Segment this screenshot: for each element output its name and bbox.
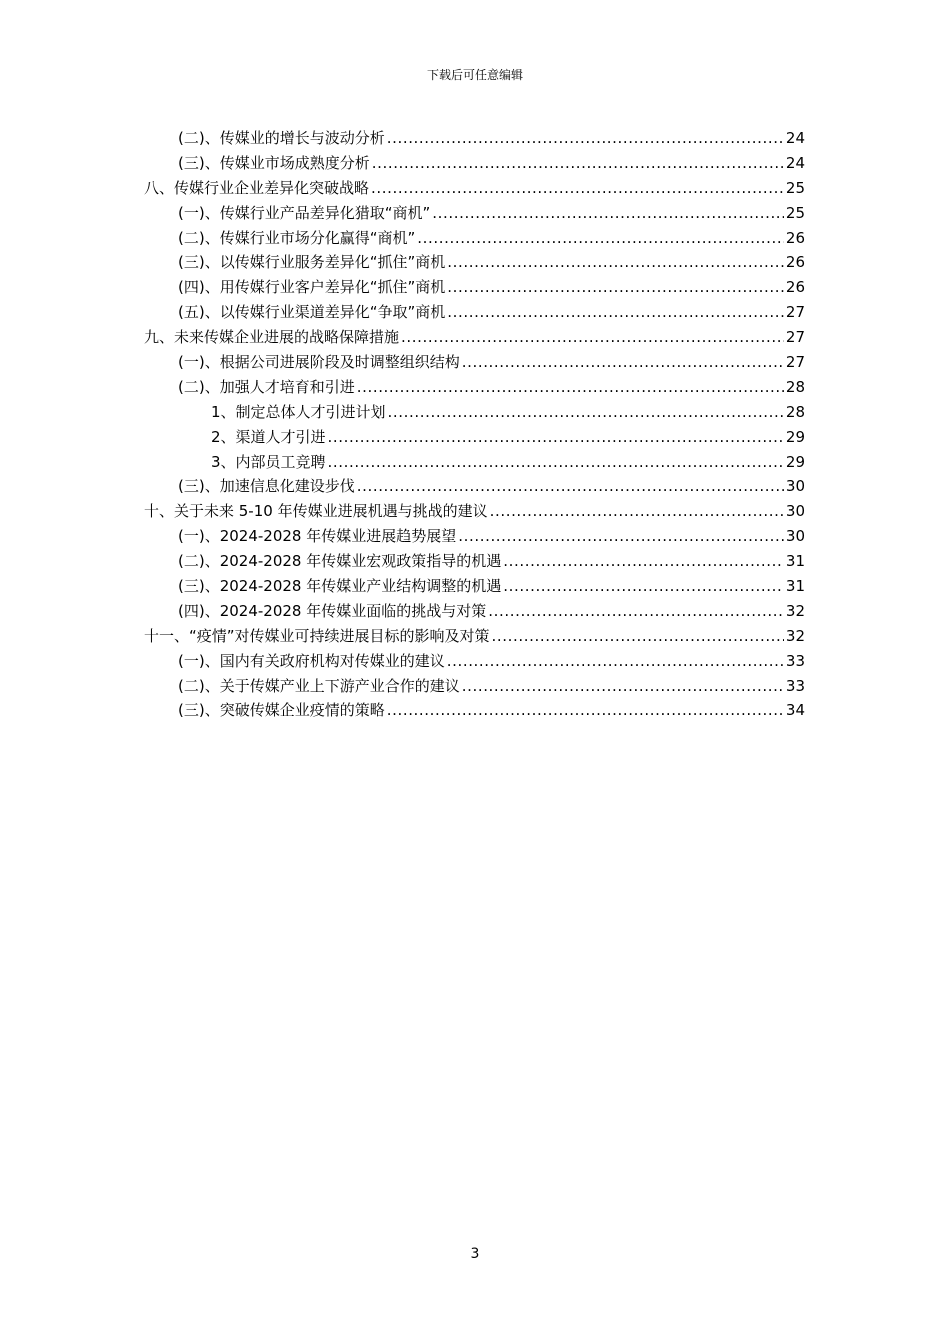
toc-dot-leader — [328, 450, 784, 475]
toc-entry-page: 29 — [785, 427, 805, 446]
toc-entry[interactable] — [144, 325, 805, 350]
toc-entry-title: (二)、传媒业的增长与波动分析 — [178, 129, 385, 147]
toc-dot-leader — [458, 524, 784, 549]
toc-entry[interactable] — [144, 574, 805, 599]
toc-entry-page: 34 — [785, 701, 805, 720]
toc-entry-title: (三)、加速信息化建设步伐 — [178, 477, 355, 496]
toc-entry-page: 33 — [785, 676, 805, 695]
toc-entry[interactable] — [144, 499, 805, 524]
toc-entry[interactable] — [144, 201, 805, 226]
toc-entry-page: 26 — [785, 253, 805, 272]
toc-entry-title: 九、未来传媒企业进展的战略保障措施 — [144, 328, 400, 347]
toc-entry-page: 32 — [785, 601, 805, 620]
toc-entry-title: (二)、加强人才培育和引进 — [178, 377, 355, 396]
toc-entry[interactable] — [144, 250, 805, 275]
toc-dot-leader — [492, 624, 784, 649]
toc-entry[interactable] — [144, 126, 805, 151]
toc-dot-leader — [387, 126, 784, 151]
toc-entry-title: (三)、2024-2028 年传媒业产业结构调整的机遇 — [178, 577, 502, 596]
toc-entry[interactable] — [144, 350, 805, 375]
toc-entry[interactable] — [144, 649, 805, 674]
toc-entry[interactable] — [144, 300, 805, 325]
toc-entry-page: 32 — [785, 626, 805, 645]
toc-entry-title: (三)、传媒业市场成熟度分析 — [178, 153, 370, 172]
table-of-contents — [144, 126, 805, 723]
toc-entry[interactable] — [144, 151, 805, 176]
toc-entry[interactable] — [144, 226, 805, 251]
toc-entry[interactable] — [144, 176, 805, 201]
toc-dot-leader — [462, 674, 784, 699]
toc-dot-leader — [417, 226, 784, 251]
page-header: 下载后可任意编辑 — [426, 68, 523, 82]
toc-entry-page: 25 — [785, 203, 805, 222]
toc-dot-leader — [488, 599, 784, 624]
toc-entry-page: 27 — [785, 303, 805, 322]
toc-entry-title: 十一、“疫情”对传媒业可持续进展目标的影响及对策 — [144, 626, 490, 645]
toc-dot-leader — [328, 425, 784, 450]
toc-entry-page: 31 — [785, 577, 805, 596]
page-number: 3 — [470, 1246, 480, 1262]
toc-entry-page: 31 — [785, 552, 805, 571]
toc-entry-page: 27 — [785, 353, 805, 372]
toc-dot-leader — [372, 151, 784, 176]
toc-entry-title: (一)、根据公司进展阶段及时调整组织结构 — [178, 353, 460, 372]
toc-entry-title: (三)、以传媒行业服务差异化“抓住”商机 — [178, 253, 446, 272]
toc-entry-page: 28 — [785, 402, 805, 421]
toc-entry[interactable] — [144, 400, 805, 425]
toc-entry-title: (一)、国内有关政府机构对传媒业的建议 — [178, 651, 445, 670]
toc-entry-page: 24 — [785, 129, 805, 147]
toc-entry-page: 30 — [785, 477, 805, 496]
toc-entry[interactable] — [144, 474, 805, 499]
toc-entry-title: (一)、传媒行业产品差异化猎取“商机” — [178, 203, 431, 222]
toc-entry[interactable] — [144, 524, 805, 549]
toc-entry-title: (四)、2024-2028 年传媒业面临的挑战与对策 — [178, 601, 487, 620]
toc-entry[interactable] — [144, 275, 805, 300]
toc-entry[interactable] — [144, 549, 805, 574]
toc-entry-page: 26 — [785, 228, 805, 247]
toc-entry[interactable] — [144, 674, 805, 699]
toc-entry-page: 26 — [785, 278, 805, 297]
toc-entry[interactable] — [144, 599, 805, 624]
toc-dot-leader — [503, 574, 784, 599]
toc-entry-page: 25 — [785, 178, 805, 197]
toc-dot-leader — [357, 375, 784, 400]
toc-entry-title: 十、关于未来 5-10 年传媒业进展机遇与挑战的建议 — [144, 502, 488, 521]
toc-entry[interactable] — [144, 375, 805, 400]
toc-dot-leader — [401, 325, 784, 350]
toc-entry-page: 29 — [785, 452, 805, 471]
toc-dot-leader — [462, 350, 784, 375]
toc-dot-leader — [503, 549, 784, 574]
toc-dot-leader — [387, 698, 784, 723]
toc-dot-leader — [447, 300, 784, 325]
toc-entry-title: 2、渠道人才引进 — [211, 427, 326, 446]
toc-entry[interactable] — [144, 624, 805, 649]
toc-entry-page: 30 — [785, 527, 805, 546]
toc-entry-page: 28 — [785, 377, 805, 396]
toc-entry-title: (二)、关于传媒产业上下游产业合作的建议 — [178, 676, 460, 695]
toc-entry-page: 30 — [785, 502, 805, 521]
toc-entry-page: 27 — [785, 328, 805, 347]
toc-dot-leader — [490, 499, 784, 524]
toc-entry-title: (二)、传媒行业市场分化赢得“商机” — [178, 228, 416, 247]
toc-entry-title: (三)、突破传媒企业疫情的策略 — [178, 701, 385, 720]
toc-entry-title: 3、内部员工竞聘 — [211, 452, 326, 471]
toc-dot-leader — [447, 275, 784, 300]
toc-entry-title: (五)、以传媒行业渠道差异化“争取”商机 — [178, 303, 446, 322]
toc-entry[interactable] — [144, 425, 805, 450]
toc-entry-title: (四)、用传媒行业客户差异化“抓住”商机 — [178, 278, 446, 297]
toc-entry[interactable] — [144, 450, 805, 475]
toc-dot-leader — [388, 400, 784, 425]
toc-entry-title: 八、传媒行业企业差异化突破战略 — [144, 178, 370, 197]
toc-entry-title: (一)、2024-2028 年传媒业进展趋势展望 — [178, 527, 457, 546]
toc-dot-leader — [357, 474, 784, 499]
toc-entry-title: (二)、2024-2028 年传媒业宏观政策指导的机遇 — [178, 552, 502, 571]
toc-dot-leader — [447, 649, 784, 674]
toc-dot-leader — [447, 250, 784, 275]
toc-entry-title: 1、制定总体人才引进计划 — [211, 402, 386, 421]
toc-dot-leader — [371, 176, 784, 201]
toc-entry[interactable] — [144, 698, 805, 723]
toc-entry-page: 24 — [785, 153, 805, 172]
toc-dot-leader — [432, 201, 784, 226]
toc-entry-page: 33 — [785, 651, 805, 670]
